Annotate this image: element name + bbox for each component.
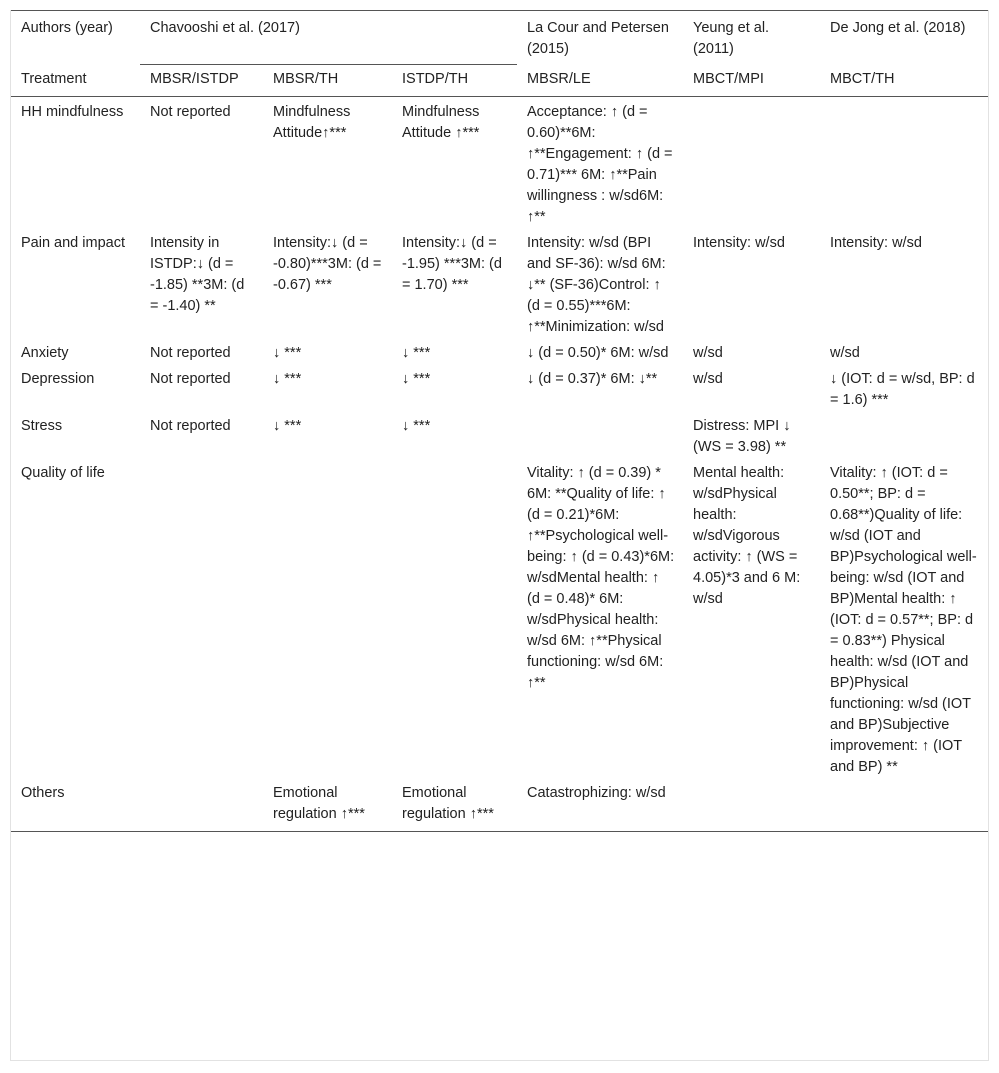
row-label: HH mindfulness xyxy=(21,104,124,120)
table-row xyxy=(11,411,988,458)
table-cell: ↓ (d = 0.37)* 6M: ↓** xyxy=(527,371,658,387)
table-cell: Vitality: ↑ (IOT: d = 0.50**; BP: d = 0.68**)Quality of life: w/sd (IOT and BP)Psychological well-being: w/sd (IOT and BP)Mental health: ↑ (IOT: d = 0.57**; BP: d = 0.83**) Physical health: w/sd (IOT and BP)Physical functioning: w/sd (IOT and BP)Subjective improvement: ↑ (IOT and BP) ** xyxy=(830,465,977,775)
table-row xyxy=(11,778,988,832)
study-chavooshi: Chavooshi et al. (2017) xyxy=(140,11,517,65)
table-cell: Vitality: ↑ (d = 0.39) * 6M: **Quality of life: ↑ (d = 0.21)*6M: ↑**Psychological well-being: ↑ (d = 0.43)*6M: w/sdMental health: ↑ (d = 0.48)* 6M: w/sdPhysical health: w/sd 6M: ↑**Physical functioning: w/sd 6M: ↑** xyxy=(527,465,675,691)
table-cell: Intensity:↓ (d = -0.80)***3M: (d = -0.67) *** xyxy=(273,235,382,293)
table-cell xyxy=(392,458,517,778)
table-cell: Emotional regulation ↑*** xyxy=(392,778,517,832)
treatment-cell: MBCT/MPI xyxy=(683,65,820,97)
table-cell: Intensity:↓ (d = -1.95) ***3M: (d = 1.70) *** xyxy=(402,235,502,293)
table-cell xyxy=(683,97,820,229)
table-cell: ↓ *** xyxy=(402,371,431,387)
table-cell: Intensity: w/sd xyxy=(693,235,785,251)
table-row xyxy=(11,228,988,338)
row-label: Stress xyxy=(21,418,63,434)
table-cell xyxy=(820,411,988,458)
treatment-row xyxy=(11,65,988,97)
table-cell: Mindfulness Attitude↑*** xyxy=(273,104,351,141)
table-cell xyxy=(140,778,263,832)
study-dejong: De Jong et al. (2018) xyxy=(820,11,988,65)
row-label: Pain and impact xyxy=(21,235,125,251)
table-row xyxy=(11,338,988,364)
table-cell xyxy=(820,97,988,229)
table-row xyxy=(11,364,988,411)
table-cell xyxy=(820,778,988,832)
table-cell: Catastrophizing: w/sd xyxy=(517,778,683,832)
authors-row xyxy=(11,11,988,65)
table-cell: Intensity in ISTDP:↓ (d = -1.85) **3M: (d = -1.40) ** xyxy=(150,235,245,314)
table-cell: Emotional regulation ↑*** xyxy=(263,778,392,832)
table-cell xyxy=(263,458,392,778)
table-cell: Mental health: w/sdPhysical health: w/sdVigorous activity: ↑ (WS = 4.05)*3 and 6 M: w/sd xyxy=(693,465,801,607)
table-cell: Not reported xyxy=(150,104,231,120)
table-cell: ↓ *** xyxy=(273,345,302,361)
row-label: Others xyxy=(11,778,140,832)
results-table xyxy=(11,10,988,832)
authors-year-header: Authors (year) xyxy=(11,11,140,65)
table-cell: Not reported xyxy=(150,345,231,361)
table-cell: Not reported xyxy=(150,371,231,387)
table-cell: ↓ *** xyxy=(273,418,302,434)
table-cell: w/sd xyxy=(693,371,723,387)
table-cell: Intensity: w/sd (BPI and SF-36): w/sd 6M: ↓** (SF-36)Control: ↑ (d = 0.55)***6M: ↑**Minimization: w/sd xyxy=(527,235,666,335)
table-row xyxy=(11,458,988,778)
row-label: Depression xyxy=(21,371,95,387)
table-cell: w/sd xyxy=(693,345,723,361)
treatment-cell: ISTDP/TH xyxy=(392,65,517,97)
table-cell xyxy=(140,458,263,778)
table-cell: Distress: MPI ↓ (WS = 3.98) ** xyxy=(693,418,791,455)
treatment-cell: MBCT/TH xyxy=(820,65,988,97)
table-cell: ↓ *** xyxy=(273,371,302,387)
table-cell xyxy=(517,411,683,458)
table-cell: Intensity: w/sd xyxy=(830,235,922,251)
study-lacour: La Cour and Petersen (2015) xyxy=(517,11,683,65)
table-cell: Acceptance: ↑ (d = 0.60)**6M: ↑**Engagement: ↑ (d = 0.71)*** 6M: ↑**Pain willingness : w/sd6M: ↑** xyxy=(527,104,673,225)
row-label: Quality of life xyxy=(21,465,105,481)
study-yeung: Yeung et al. (2011) xyxy=(683,11,820,65)
table-cell: ↓ (d = 0.50)* 6M: w/sd xyxy=(527,345,669,361)
treatment-cell: MBSR/LE xyxy=(517,65,683,97)
table-cell: w/sd xyxy=(830,345,860,361)
row-label: Anxiety xyxy=(21,345,69,361)
table-row xyxy=(11,97,988,229)
treatment-cell: MBSR/ISTDP xyxy=(140,65,263,97)
treatment-header: Treatment xyxy=(11,65,140,97)
treatment-cell: MBSR/TH xyxy=(263,65,392,97)
table-cell: ↓ *** xyxy=(402,418,431,434)
table-cell: Not reported xyxy=(150,418,231,434)
table-cell: ↓ *** xyxy=(402,345,431,361)
table-cell: Mindfulness Attitude ↑*** xyxy=(402,104,480,141)
table-cell: ↓ (IOT: d = w/sd, BP: d = 1.6) *** xyxy=(830,371,975,408)
table-cell xyxy=(683,778,820,832)
